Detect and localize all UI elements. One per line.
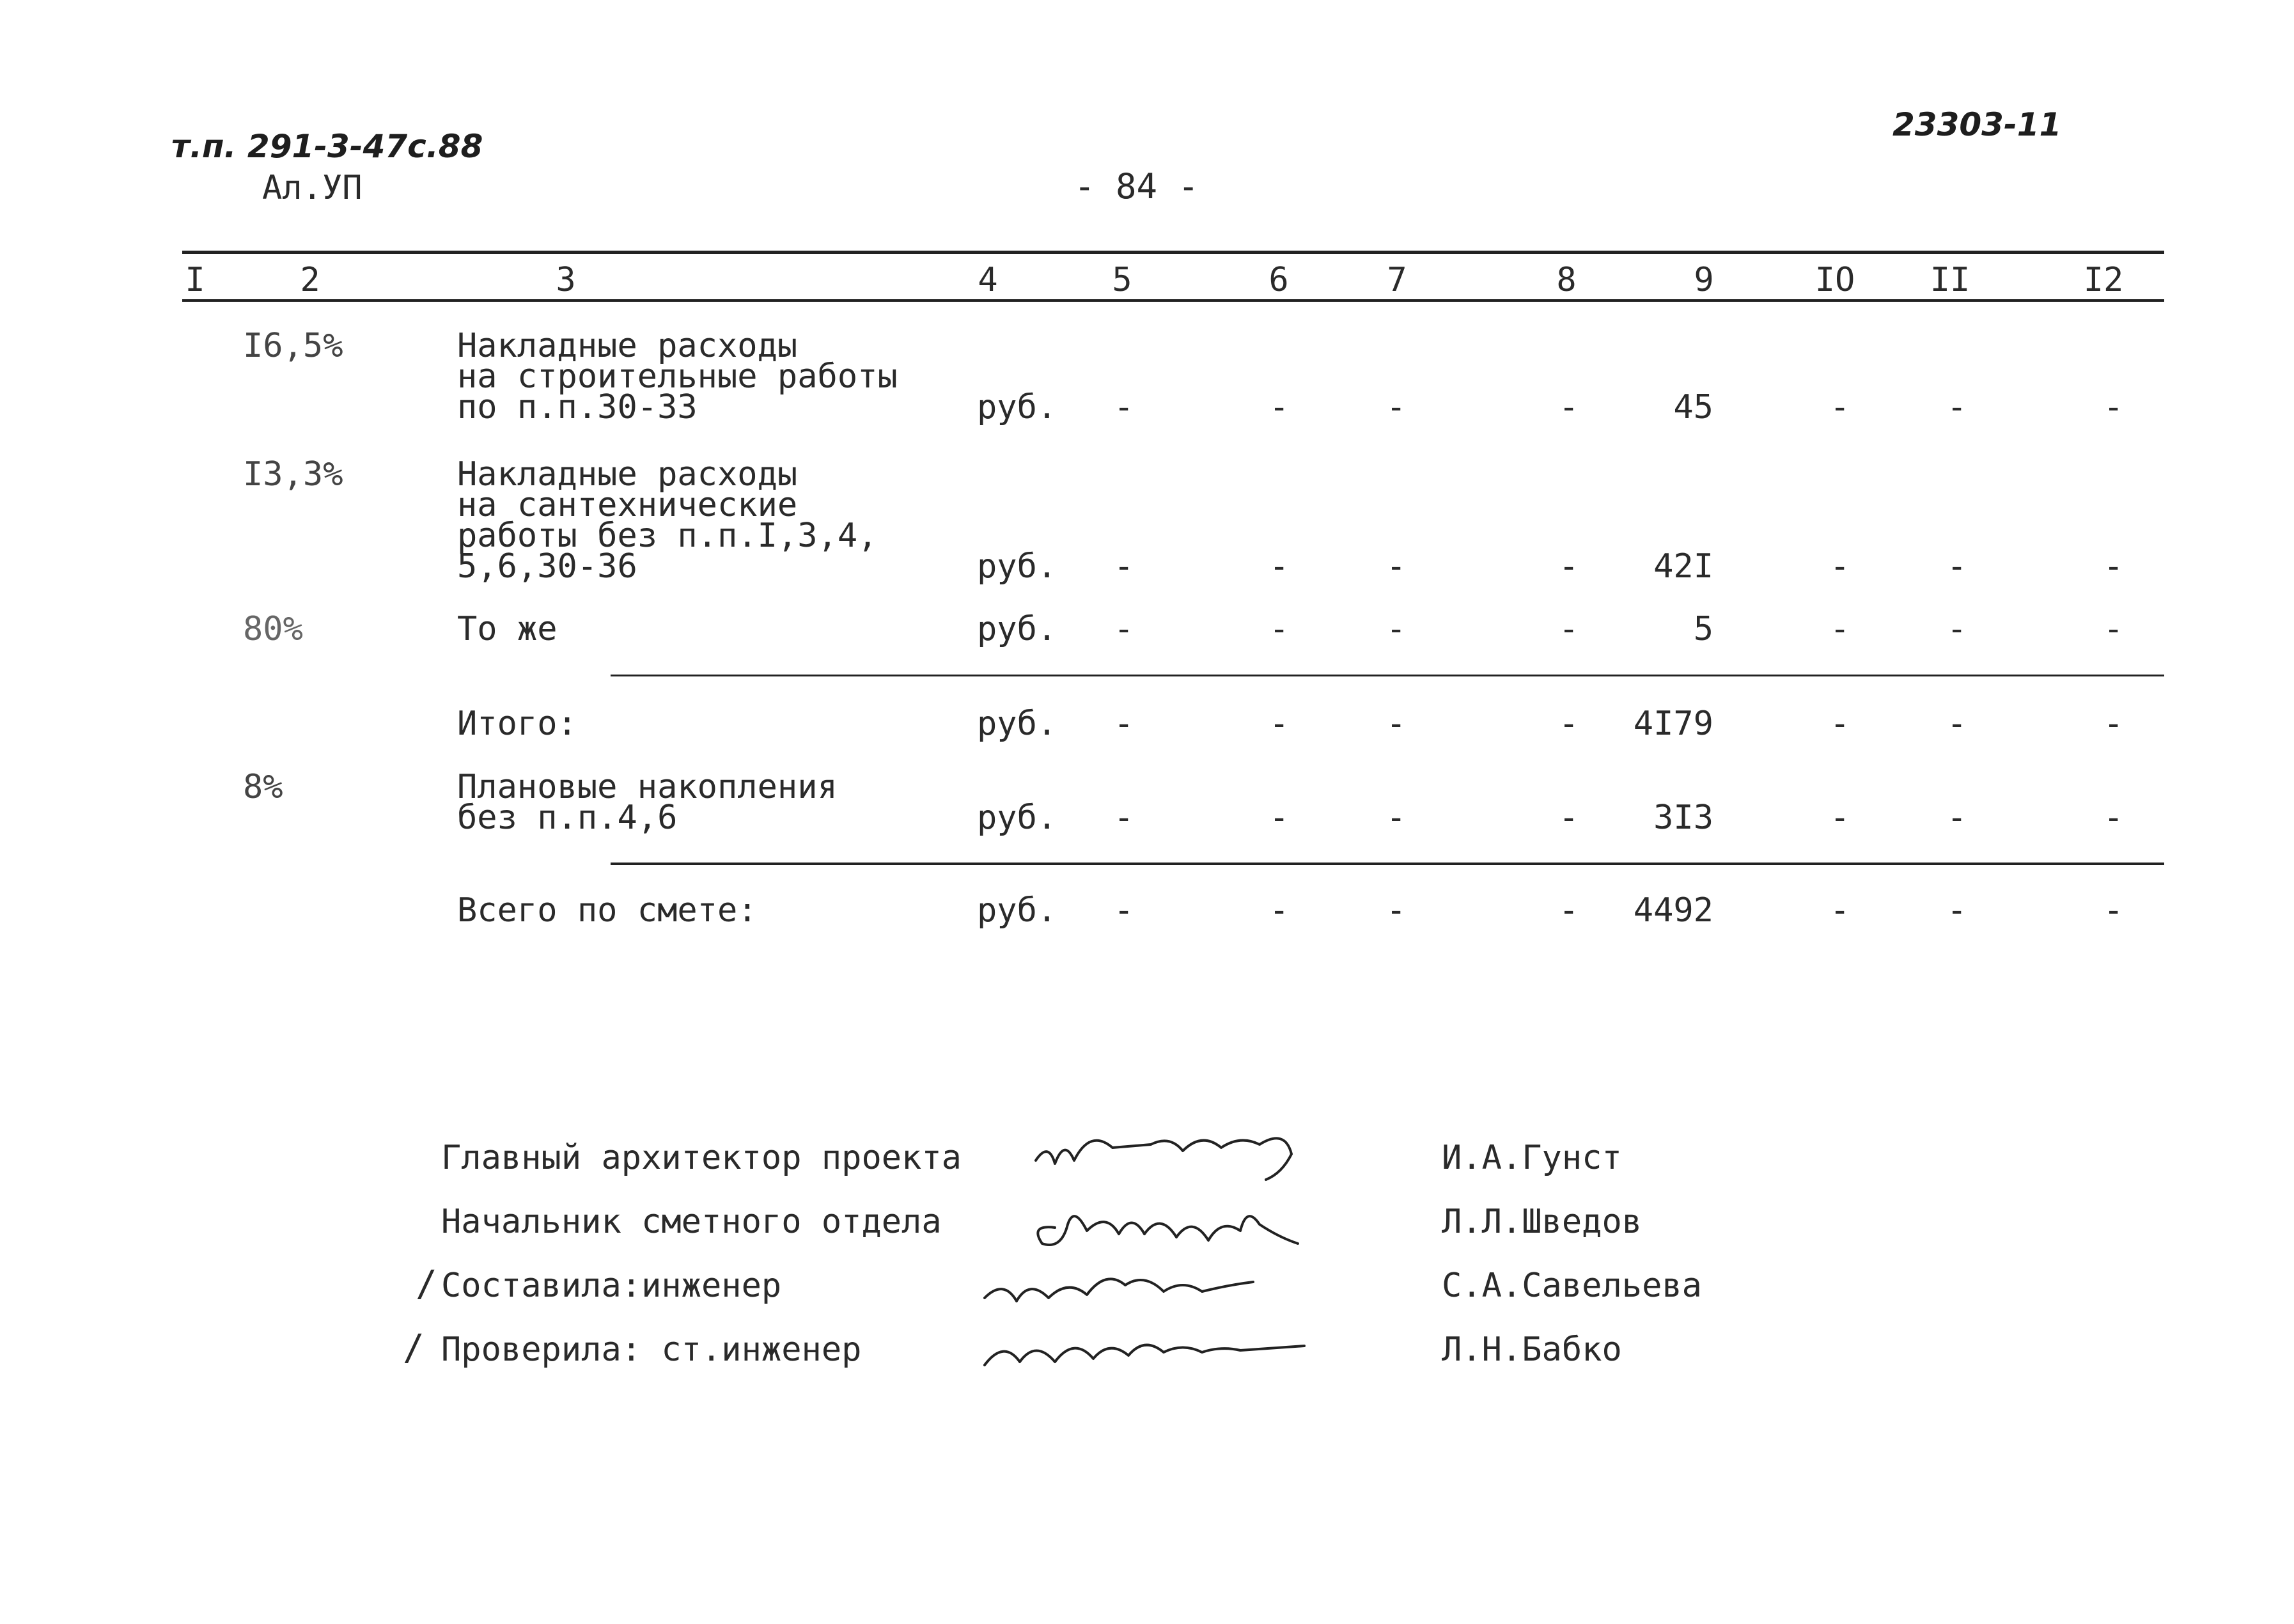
cell-col11: - <box>1947 388 1967 426</box>
column-header: 8 <box>1556 261 1577 299</box>
cell-col9: 5 <box>1693 610 1713 648</box>
unit-cell: руб. <box>977 547 1057 586</box>
signatory-name: И.А.Гунст <box>1442 1139 1622 1177</box>
cell-col6: - <box>1269 705 1290 743</box>
cell-col11: - <box>1947 705 1967 743</box>
description-line: Накладные расходы <box>457 327 798 365</box>
signatory-name: С.А.Савельева <box>1442 1267 1702 1305</box>
signature-mark: / <box>403 1327 425 1369</box>
signatory-name: Л.Н.Бабко <box>1442 1331 1622 1369</box>
cell-col6: - <box>1269 388 1290 426</box>
unit-cell: руб. <box>977 705 1057 743</box>
cell-col11: - <box>1947 547 1967 586</box>
column-header: I2 <box>2083 261 2124 299</box>
cell-col7: - <box>1386 547 1407 586</box>
rate-cell: I3,3% <box>243 455 343 494</box>
cell-col5: - <box>1114 705 1134 743</box>
column-header: 6 <box>1268 261 1289 299</box>
signatory-name: Л.Л.Шведов <box>1442 1203 1642 1241</box>
cell-col10: - <box>1830 705 1850 743</box>
cell-col10: - <box>1830 547 1850 586</box>
signatory-role: Проверила: ст.инженер <box>441 1331 862 1369</box>
description-line: по п.п.30-33 <box>457 388 698 426</box>
description-line: То же <box>457 610 558 648</box>
column-header: 3 <box>556 261 576 299</box>
description-line: без п.п.4,6 <box>457 799 678 837</box>
column-header: 2 <box>300 261 320 299</box>
signature-mark: / <box>416 1263 437 1305</box>
page-number: - 84 - <box>1074 166 1199 207</box>
column-header: II <box>1930 261 1970 299</box>
column-header: 5 <box>1112 261 1132 299</box>
cell-col11: - <box>1947 799 1967 837</box>
cell-col7: - <box>1386 799 1407 837</box>
unit-cell: руб. <box>977 610 1057 648</box>
cell-col12: - <box>2103 547 2124 586</box>
cell-col9: 42I <box>1653 547 1713 586</box>
cell-col8: - <box>1559 705 1579 743</box>
column-header: 9 <box>1694 261 1714 299</box>
cell-col7: - <box>1386 610 1407 648</box>
unit-cell: руб. <box>977 799 1057 837</box>
cell-col8: - <box>1559 799 1579 837</box>
table-top-rule <box>182 251 2164 254</box>
description-line: Всего по смете: <box>457 891 758 930</box>
description-line: Итого: <box>457 705 577 743</box>
project-code: т.п. 291-3-47с.88 <box>171 128 483 165</box>
handwritten-signature <box>972 1247 1304 1317</box>
description-line: работы без п.п.I,3,4, <box>457 517 878 555</box>
cell-col6: - <box>1269 547 1290 586</box>
cell-col6: - <box>1269 799 1290 837</box>
cell-col7: - <box>1386 891 1407 930</box>
description-line: на сантехнические <box>457 486 798 524</box>
handwritten-signature <box>1029 1116 1323 1186</box>
cell-col6: - <box>1269 610 1290 648</box>
signatory-role: Начальник сметного отдела <box>441 1203 942 1241</box>
cell-col8: - <box>1559 891 1579 930</box>
subtotal-rule <box>611 675 2164 676</box>
cell-col12: - <box>2103 610 2124 648</box>
cell-col8: - <box>1559 388 1579 426</box>
handwritten-signature <box>1017 1180 1323 1256</box>
cell-col12: - <box>2103 388 2124 426</box>
rate-cell: 80% <box>243 610 303 648</box>
cell-col10: - <box>1830 610 1850 648</box>
column-header: 4 <box>978 261 998 299</box>
cell-col8: - <box>1559 610 1579 648</box>
rate-cell: I6,5% <box>243 327 343 365</box>
unit-cell: руб. <box>977 891 1057 930</box>
cell-col8: - <box>1559 547 1579 586</box>
column-header: 7 <box>1387 261 1407 299</box>
signatory-role: Составила:инженер <box>441 1267 782 1305</box>
cell-col11: - <box>1947 891 1967 930</box>
description-line: 5,6,30-36 <box>457 547 637 586</box>
description-line: Плановые накопления <box>457 768 838 806</box>
description-line: на строительные работы <box>457 357 898 396</box>
cell-col9: 4492 <box>1633 891 1713 930</box>
cell-col5: - <box>1114 388 1134 426</box>
table-header-rule <box>182 299 2164 302</box>
column-header: IO <box>1814 261 1855 299</box>
cell-col7: - <box>1386 388 1407 426</box>
cell-col5: - <box>1114 891 1134 930</box>
cell-col12: - <box>2103 799 2124 837</box>
cell-col9: 3I3 <box>1653 799 1713 837</box>
signatory-role: Главный архитектор проекта <box>441 1139 962 1177</box>
column-header: I <box>185 261 205 299</box>
handwritten-signature <box>972 1311 1330 1381</box>
rate-cell: 8% <box>243 768 283 806</box>
cell-col11: - <box>1947 610 1967 648</box>
cell-col9: 4I79 <box>1633 705 1713 743</box>
cell-col5: - <box>1114 799 1134 837</box>
cell-col5: - <box>1114 610 1134 648</box>
album-label: Ал.УП <box>262 169 363 207</box>
unit-cell: руб. <box>977 388 1057 426</box>
cell-col10: - <box>1830 799 1850 837</box>
cell-col9: 45 <box>1673 388 1713 426</box>
cell-col6: - <box>1269 891 1290 930</box>
total-rule <box>611 863 2164 865</box>
inventory-number: 23303-11 <box>1892 106 2062 143</box>
description-line: Накладные расходы <box>457 455 798 494</box>
cell-col10: - <box>1830 891 1850 930</box>
cell-col10: - <box>1830 388 1850 426</box>
cell-col12: - <box>2103 891 2124 930</box>
cell-col7: - <box>1386 705 1407 743</box>
cell-col5: - <box>1114 547 1134 586</box>
cell-col12: - <box>2103 705 2124 743</box>
